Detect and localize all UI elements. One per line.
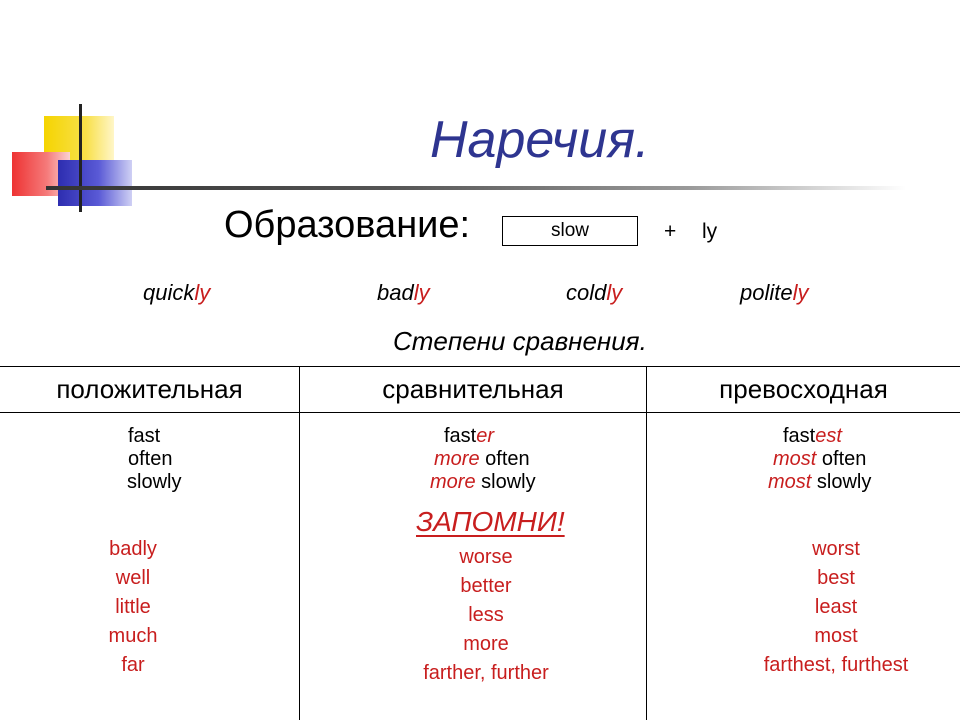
irregular-word: badly: [109, 538, 157, 560]
example-suffix: ly: [194, 280, 211, 305]
example-stem: cold: [566, 280, 607, 305]
example-stem: bad: [377, 280, 414, 305]
table-top-border: [0, 366, 960, 367]
irregular-word: best: [817, 567, 855, 589]
irregular-word: worst: [812, 538, 860, 560]
word-base: fast: [783, 425, 816, 447]
irregular-word: worse: [459, 546, 513, 568]
remember-note: ЗАПОМНИ!: [416, 506, 565, 537]
example-word: [143, 280, 210, 306]
base-word-box: slow: [502, 216, 638, 246]
irregular-word: farther, further: [423, 662, 549, 684]
word-prefix: more: [430, 471, 476, 493]
irregular-word: much: [108, 625, 158, 647]
irregular-word: more: [463, 633, 509, 655]
word-base: fast: [444, 425, 477, 447]
irregular-positive-list: [73, 535, 193, 680]
example-stem: polite: [740, 280, 793, 305]
word-prefix: most: [773, 448, 817, 470]
word-main: often: [485, 448, 530, 470]
superlative-word: [773, 448, 866, 471]
word-main: slowly: [481, 471, 536, 493]
word-ending: est: [815, 425, 842, 447]
word-main: often: [821, 448, 867, 470]
table-column-divider: [299, 366, 300, 720]
irregular-word: little: [115, 596, 151, 618]
positive-word: often: [128, 448, 173, 470]
irregular-word: better: [460, 575, 512, 597]
irregular-word: least: [814, 596, 858, 618]
word-prefix: more: [434, 448, 480, 470]
irregular-superlative-list: [746, 535, 926, 680]
comparative-word: [430, 471, 536, 494]
suffix-ly: ly: [702, 220, 718, 243]
word-ending: er: [476, 425, 495, 447]
superlative-word: [783, 425, 842, 448]
example-suffix: ly: [792, 280, 809, 305]
formation-label: Образование:: [224, 204, 471, 246]
decor-vertical-line: [79, 104, 82, 212]
superlative-word: [768, 471, 871, 494]
irregular-word: farthest, furthest: [763, 654, 909, 676]
title-underline: [46, 186, 906, 190]
irregular-word: far: [121, 654, 145, 676]
table-header-border: [0, 412, 960, 413]
decor-blue-square: [58, 160, 132, 206]
header-superlative: превосходная: [719, 374, 888, 404]
example-stem: quick: [143, 280, 195, 305]
example-suffix: ly: [413, 280, 430, 305]
example-suffix: ly: [606, 280, 623, 305]
header-comparative: сравнительная: [382, 374, 564, 404]
word-prefix: most: [768, 471, 812, 493]
plus-sign: +: [664, 220, 677, 243]
irregular-comparative-list: [396, 543, 576, 688]
irregular-word: most: [814, 625, 858, 647]
word-main: slowly: [816, 471, 872, 493]
irregular-word: well: [115, 567, 151, 589]
example-word: [566, 280, 622, 306]
comparative-word: [434, 448, 530, 471]
comparative-word: [444, 425, 494, 448]
header-positive: положительная: [56, 374, 243, 404]
slide-title: Наречия.: [430, 111, 650, 169]
positive-word: slowly: [127, 471, 182, 493]
degrees-title: Степени сравнения.: [393, 326, 647, 356]
example-word: [740, 280, 808, 306]
table-column-divider: [646, 366, 647, 720]
example-word: [377, 280, 430, 306]
irregular-word: less: [468, 604, 504, 626]
positive-word: fast: [128, 425, 161, 447]
